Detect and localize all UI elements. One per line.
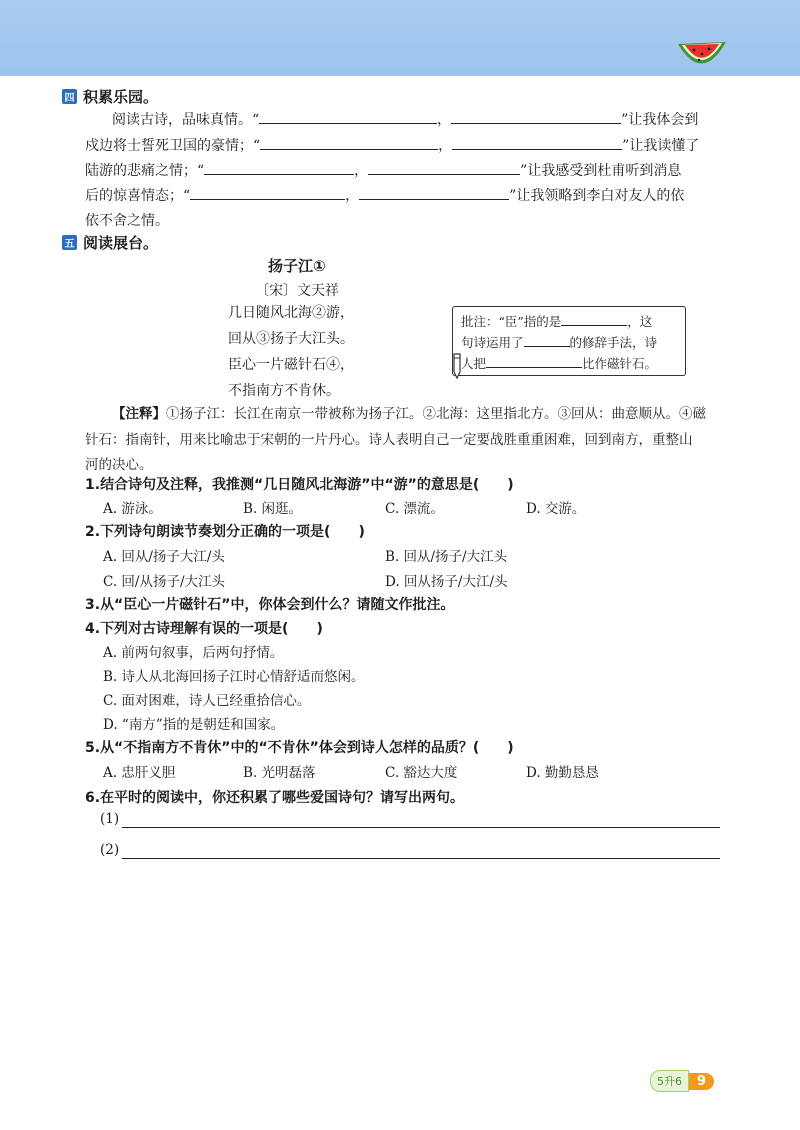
poem-line: 几日随风北海②游， — [228, 305, 354, 321]
option[interactable]: A. 前两句叙事，后两句抒情。 — [103, 645, 284, 661]
poem-author: 〔宋〕文天祥 — [255, 283, 339, 299]
notes-line-1 — [112, 402, 706, 422]
option[interactable]: A. 游泳。 — [103, 501, 162, 517]
option[interactable]: D. 勤勤恳恳 — [526, 765, 599, 781]
fill-blank[interactable] — [190, 185, 345, 200]
question-1 — [85, 474, 514, 494]
q-text: 结合诗句及注释，我推测“几日随风北海游”中“游”的意思是( ) — [100, 477, 514, 493]
section-5-heading — [62, 232, 158, 253]
text: ”让我读懂了 — [622, 138, 700, 154]
fill-blank[interactable] — [204, 160, 354, 175]
text: 陆游的悲痛之情；“ — [85, 163, 205, 179]
fill-blank[interactable] — [368, 160, 520, 175]
option[interactable]: B. 诗人从北海回扬子江时心情舒适而悠闲。 — [103, 669, 365, 685]
q-text: 从“不指南方不肯休”中的“不肯休”体会到诗人怎样的品质？( ) — [100, 740, 514, 756]
question-2 — [85, 521, 365, 541]
q-num: 6. — [85, 790, 101, 806]
option[interactable]: C. 漂流。 — [385, 501, 444, 517]
question-4 — [85, 618, 323, 638]
poem-line: 臣心一片磁针石④， — [228, 357, 354, 373]
section-badge: 四 — [62, 89, 77, 104]
q-text: 下列诗句朗读节奏划分正确的一项是( ) — [100, 524, 365, 540]
q-text: 从“臣心一片磁针石”中，你体会到什么？请随文作批注。 — [100, 597, 455, 613]
section-title: 积累乐园。 — [83, 88, 159, 106]
text: ，这 — [627, 314, 653, 329]
option[interactable]: A. 忠肝义胆 — [103, 765, 176, 781]
text: ”让我体会到 — [621, 112, 699, 128]
option[interactable]: D. “南方”指的是朝廷和国家。 — [103, 717, 285, 733]
fill-blank[interactable] — [561, 311, 627, 326]
option[interactable]: C. 豁达大度 — [385, 765, 458, 781]
answer-line[interactable] — [122, 858, 720, 859]
section-title: 阅读展台。 — [83, 234, 159, 252]
poem-line: 不指南方不肯休。 — [228, 383, 340, 399]
q-text: 下列对古诗理解有误的一项是( ) — [100, 621, 323, 637]
option[interactable]: D. 交游。 — [526, 501, 586, 517]
poem-body — [228, 300, 354, 404]
text: 人把 — [461, 356, 487, 371]
question-5 — [85, 737, 514, 757]
option[interactable]: B. 回从/扬子/大江头 — [385, 549, 508, 565]
text: ”让我感受到杜甫听到消息 — [520, 163, 682, 179]
question-6 — [85, 787, 464, 807]
s4-line-5: 依不舍之情。 — [85, 213, 169, 229]
s4-line-1 — [112, 108, 698, 133]
fill-blank[interactable] — [359, 185, 509, 200]
section-4-heading — [62, 86, 158, 107]
notes-line-3: 河的决心。 — [85, 457, 153, 473]
answer-label: (2) — [100, 842, 120, 858]
annotation-box — [452, 306, 686, 376]
pencil-icon — [448, 352, 468, 382]
fill-blank[interactable] — [259, 109, 437, 124]
q-num: 5. — [85, 740, 101, 756]
page-tag — [650, 1070, 714, 1092]
section-badge: 五 — [62, 235, 77, 250]
grade-label: 5升6 — [650, 1070, 689, 1092]
q-num: 2. — [85, 524, 101, 540]
poem-line: 回从③扬子大江头。 — [228, 331, 354, 347]
s4-line-4 — [85, 184, 684, 209]
question-3 — [85, 594, 454, 614]
option[interactable]: C. 回/从扬子/大江头 — [103, 574, 226, 590]
text: 句诗运用了 — [461, 335, 524, 350]
fill-blank[interactable] — [524, 332, 570, 347]
text: ， — [345, 188, 360, 204]
poem-title: 扬子江① — [268, 257, 326, 275]
watermelon-icon — [676, 38, 728, 74]
q-num: 1. — [85, 477, 101, 493]
text: 批注：“臣”指的是 — [461, 314, 562, 329]
fill-blank[interactable] — [260, 135, 438, 150]
answer-label: (1) — [100, 811, 120, 827]
text: ， — [354, 163, 369, 179]
option[interactable]: B. 闲逛。 — [243, 501, 303, 517]
text: ， — [437, 112, 452, 128]
text: 阅读古诗，品味真情。“ — [112, 112, 260, 128]
fill-blank[interactable] — [486, 353, 582, 368]
fill-blank[interactable] — [452, 135, 622, 150]
text: 的修辞手法，诗 — [569, 335, 658, 350]
option[interactable]: B. 光明磊落 — [243, 765, 316, 781]
fill-blank[interactable] — [451, 109, 621, 124]
s4-line-2 — [85, 134, 699, 159]
option[interactable]: A. 回从/扬子大江/头 — [103, 549, 225, 565]
s4-line-3 — [85, 159, 681, 184]
text: 比作磁针石。 — [582, 356, 658, 371]
answer-line[interactable] — [122, 827, 720, 828]
text: ”让我领略到李白对友人的依 — [509, 188, 685, 204]
annotation-line — [461, 311, 677, 332]
page-number: 9 — [689, 1073, 714, 1090]
q-text: 在平时的阅读中，你还积累了哪些爱国诗句？请写出两句。 — [100, 790, 465, 806]
notes-label: 【注释】 — [112, 406, 166, 422]
notes-line-2: 针石：指南针，用来比喻忠于宋朝的一片丹心。诗人表明自己一定要战胜重重困难，回到南方，重整山 — [85, 432, 693, 448]
text: ， — [438, 138, 453, 154]
q-num: 3. — [85, 597, 101, 613]
q-num: 4. — [85, 621, 101, 637]
option[interactable]: C. 面对困难，诗人已经重拾信心。 — [103, 693, 311, 709]
option[interactable]: D. 回从扬子/大江/头 — [385, 574, 508, 590]
text: ①扬子江：长江在南京一带被称为扬子江。②北海：这里指北方。③回从：曲意顺从。④磁 — [166, 406, 706, 422]
text: 后的惊喜情态；“ — [85, 188, 191, 204]
annotation-line — [461, 332, 677, 353]
text: 戍边将士誓死卫国的豪情；“ — [85, 138, 261, 154]
annotation-line — [461, 353, 677, 374]
